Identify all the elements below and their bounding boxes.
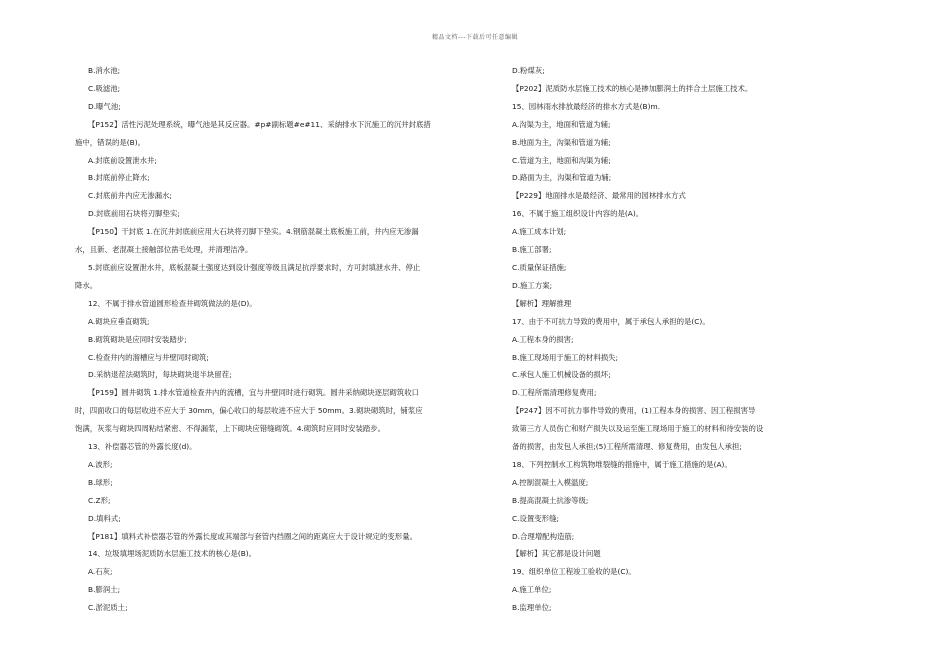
text-line: B.施工现场用于施工的材料损失; [512, 352, 618, 362]
text-line: 12、不属于排水管道圆形检查井砌筑做法的是(D)。 [88, 298, 257, 308]
text-line: 5.封底前应设置泄水井，底板混凝土强度达到设计强度等级且满足抗浮要求时，方可封填泄水井、停止 [88, 262, 421, 272]
right-column [499, 62, 894, 617]
text-line: A.封底前设置泄水井; [88, 155, 157, 165]
text-line: 19、组织单位工程竣工验收的是(C)。 [512, 567, 636, 577]
text-line: A.波形; [88, 459, 113, 469]
text-line: 【P150】干封底 1.在沉井封底前应用大石块将刃脚下垫实。4.钢筋混凝土底板施工前，井内应无渗漏 [88, 227, 419, 237]
text-line: 备的损害，由发包人承担;(5)工程所需清理、修复费用，由发包人承担; [512, 442, 742, 452]
text-line: D.采纳退茬法砌筑时，每块砌块退半块留茬; [88, 370, 232, 380]
text-line: 13、补偿器芯管的外露长度(d)。 [88, 442, 197, 452]
text-line: D.工程所需清理修复费用; [512, 388, 597, 398]
text-line: B.消水池; [88, 66, 121, 75]
text-line: C.Z形; [88, 495, 111, 505]
text-line: 16、不属于施工组织设计内容的是(A)。 [512, 209, 644, 219]
text-line: 【P152】活性污泥处理系统，曝气池是其反应器。#p#副标题#e#11、采納排水下沉施工的沉井封底措 [88, 119, 431, 129]
text-line: D.曝气池; [88, 101, 121, 111]
text-line: B.提高混凝土抗渗等级; [512, 495, 589, 505]
text-line: C.管道为主，地面和沟渠为辅; [512, 155, 611, 165]
text-line: A.工程本身的损害; [512, 334, 574, 344]
text-line: 水，且新、老混凝土接触部位凿毛处理，并清理洁净。 [75, 245, 253, 255]
text-line: 【P202】泥质防水层施工技术的核心是掺加膨润土的拌合土层施工技术。 [512, 83, 753, 93]
text-line: D.填料式; [88, 513, 121, 523]
text-line: A.石灰; [88, 567, 113, 577]
text-line: D.合理增配构造筋; [512, 531, 575, 541]
text-line: A.沟渠为主，地面和管道为辅; [512, 119, 611, 129]
text-line: 【解析】其它都是设计问题 [512, 549, 601, 559]
text-line: B.球形; [88, 477, 113, 487]
page-header: 精品文档---下载后可任意编辑 [432, 34, 518, 41]
text-line: C.设置变形缝; [512, 513, 559, 523]
text-line: 饱满，灰浆与砌块四周粘结紧密、不得漏浆，上下砌块应错缝砌筑。4.砌筑时应同时安装踏步。 [75, 424, 386, 434]
text-line: 【解析】理解推理 [512, 298, 572, 308]
text-line: C.淤泥质土; [88, 603, 128, 613]
text-line: D.施工方案; [512, 280, 553, 290]
text-line: 施中，错误的是(B)。 [75, 137, 145, 147]
text-line: 【P229】地面排水是最经济、最常用的园林排水方式 [512, 191, 686, 201]
text-line: A.控制混凝土入模温度; [512, 477, 589, 487]
text-line: A.施工成本计划; [512, 227, 567, 237]
text-line: 15、园林雨水排放最经济的排水方式是(B)m. [512, 101, 661, 111]
text-line: 降水。 [75, 280, 98, 290]
text-line: B.膨润土; [88, 585, 121, 595]
text-line: A.施工单位; [512, 585, 552, 595]
text-line: 17、由于不可抗力导致的费用中，属于承包人承担的是(C)。 [512, 316, 710, 326]
text-line: B.监理单位; [512, 603, 552, 613]
text-line: 【P159】圆井砌筑 1.排水管道检查井内的流槽，宜与井壁同时进行砌筑。圆井采纳砌块逐层砌筑收口 [88, 388, 419, 398]
text-line: A.砌块应垂直砌筑; [88, 316, 150, 326]
text-line: C.质量保证措施; [512, 262, 567, 272]
text-line: B.砌筑砌块是应同时安装踏步; [88, 334, 187, 344]
text-line: C.检查井内的溜槽应与井壁同时砌筑; [88, 352, 209, 362]
text-line: B.封底前停止降水; [88, 173, 150, 183]
text-line: C.吸滤池; [88, 83, 121, 93]
text-line: 【P181】填料式补偿器芯管的外露长度或其端部与套管内挡圈之间的距离应大于设计规定的变形量。 [88, 531, 417, 541]
text-line: 18、下列控制水工构筑物堆裂缝的措施中，属于施工措施的是(A)。 [512, 459, 732, 469]
left-column [75, 62, 470, 617]
text-line: 致第三方人员伤亡和财产损失以及运至施工现场用于施工的材料和待安装的设 [512, 424, 764, 434]
text-line: C.承包人施工机械设备的损坏; [512, 370, 611, 380]
text-line: D.粉煤灰; [512, 66, 545, 75]
text-line: 14、垃圾填埋场泥质防水层施工技术的核心是(B)。 [88, 549, 257, 559]
text-line: D.路面为主，沟渠和管道为辅; [512, 173, 612, 183]
text-line: 时，四面收口的每层收进不应大于 30mm，偏心收口的每层收进不应大于 50mm。3.砌块砌筑时，铺浆应 [75, 406, 423, 416]
text-line: 【P247】因不可抗力事件导致的费用，(1)工程本身的损害、因工程损害导 [512, 406, 756, 416]
text-line: C.封底前井内应无渗漏水; [88, 191, 172, 201]
text-line: D.封底前用石块将刃脚垫实; [88, 209, 180, 219]
text-line: B.地面为主，沟渠和管道为辅; [512, 137, 611, 147]
text-line: B.施工部署; [512, 245, 552, 255]
